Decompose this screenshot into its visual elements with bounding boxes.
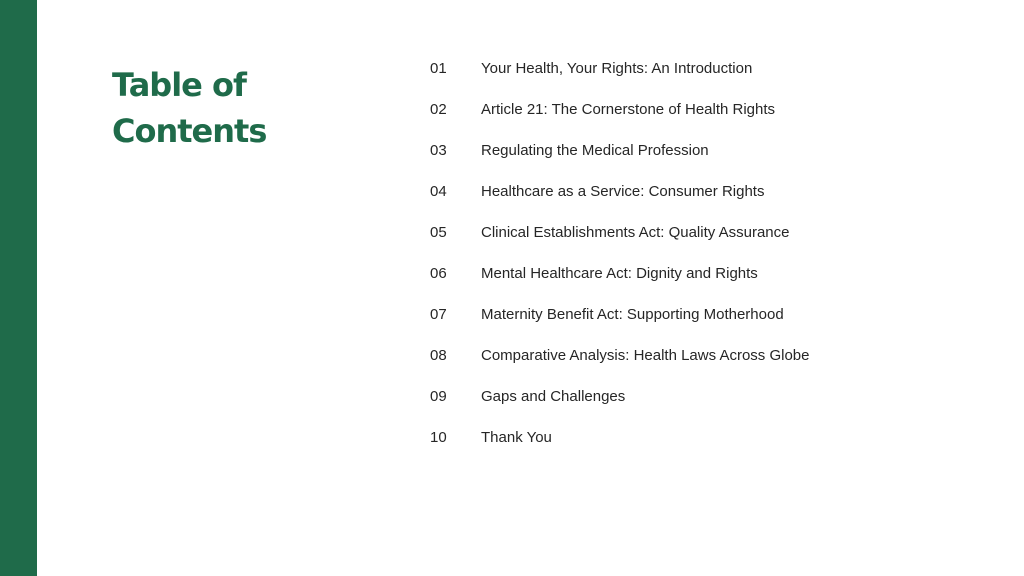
toc-item-label: Your Health, Your Rights: An Introduction	[481, 60, 753, 77]
toc-item-07[interactable]	[430, 294, 990, 335]
toc-item-number: 08	[430, 347, 447, 364]
toc-item-number: 10	[430, 429, 447, 446]
toc-item-number: 07	[430, 306, 447, 323]
toc-item-number: 04	[430, 183, 447, 200]
toc-item-label: Article 21: The Cornerstone of Health Rights	[481, 101, 776, 118]
toc-item-08[interactable]	[430, 335, 990, 376]
toc-item-label: Maternity Benefit Act: Supporting Motherhood	[481, 306, 784, 323]
toc-item-05[interactable]	[430, 212, 990, 253]
toc-item-label: Clinical Establishments Act: Quality Assurance	[481, 224, 790, 241]
toc-item-label: Comparative Analysis: Health Laws Across Globe	[481, 347, 810, 364]
toc-item-06[interactable]	[430, 253, 990, 294]
toc-item-04[interactable]	[430, 171, 990, 212]
toc-item-label: Gaps and Challenges	[481, 388, 626, 405]
toc-item-number: 09	[430, 388, 447, 405]
toc-item-10[interactable]	[430, 417, 990, 458]
toc-item-label: Healthcare as a Service: Consumer Rights	[481, 183, 765, 200]
page-title: Table of Contents	[112, 66, 267, 150]
toc-item-label: Regulating the Medical Profession	[481, 142, 709, 159]
toc-item-number: 06	[430, 265, 447, 282]
toc-item-number: 02	[430, 101, 447, 118]
toc-item-number: 05	[430, 224, 447, 241]
toc-item-number: 01	[430, 60, 447, 77]
toc-item-number: 03	[430, 142, 447, 159]
toc-item-03[interactable]	[430, 130, 990, 171]
toc-item-label: Mental Healthcare Act: Dignity and Rights	[481, 265, 758, 282]
toc-item-02[interactable]	[430, 89, 990, 130]
toc-item-01[interactable]	[430, 48, 990, 89]
toc-item-09[interactable]	[430, 376, 990, 417]
side-accent-bar	[0, 0, 37, 576]
table-of-contents-list	[430, 48, 990, 458]
toc-item-label: Thank You	[481, 429, 552, 446]
